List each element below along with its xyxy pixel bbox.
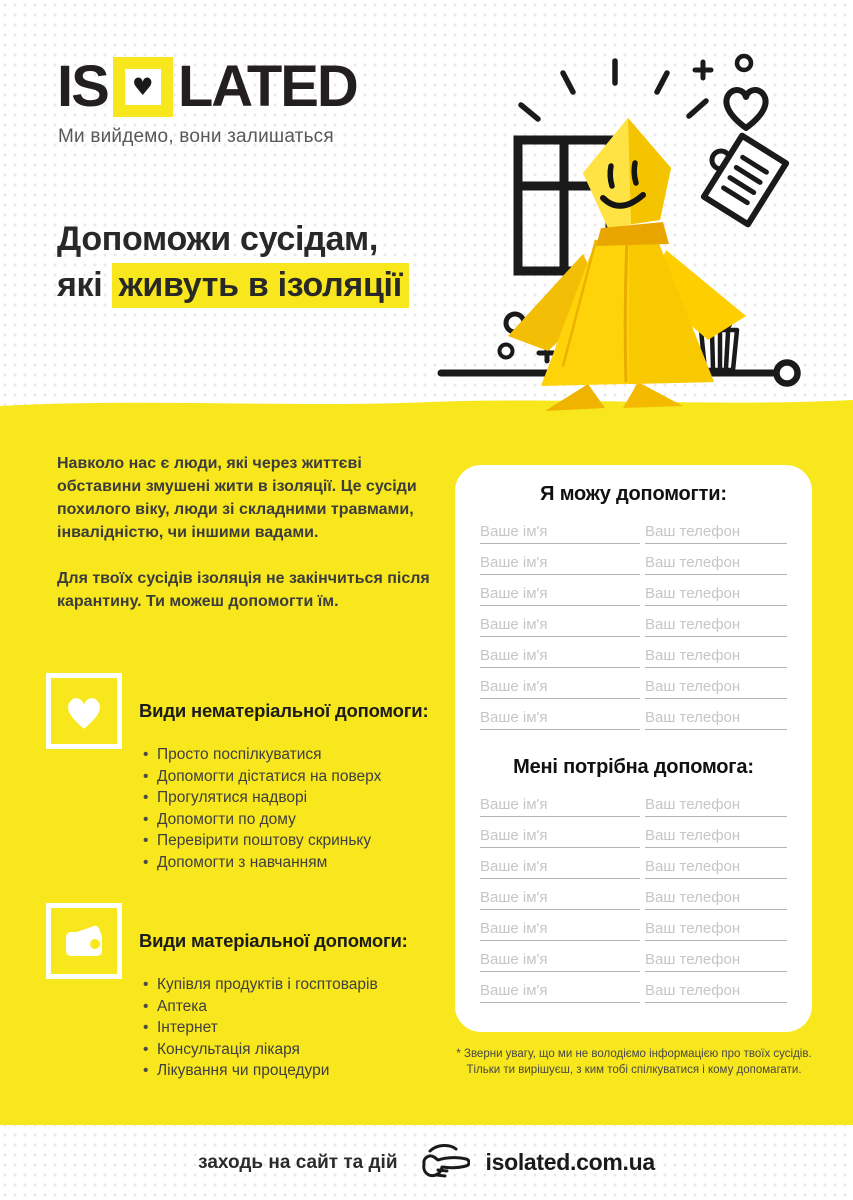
intro-paragraph-2: Для твоїх сусідів ізоляція не закінчиться після карантину. Ти можеш допомогти їм. <box>57 570 430 610</box>
list-item: • Консультація лікаря <box>143 1039 443 1061</box>
name-input[interactable] <box>480 919 640 941</box>
intro-text <box>57 452 449 613</box>
page-title <box>57 216 409 308</box>
footnote-line-2: Тільки ти вирішуєш, з ким тобі спілкуватися і кому допомагати. <box>466 1064 802 1076</box>
section-nonmaterial-help <box>46 673 428 749</box>
logo <box>57 56 357 118</box>
heart-doodle <box>726 90 765 128</box>
list-item: • Допомогти з навчанням <box>143 852 443 874</box>
phone-input[interactable] <box>645 615 787 637</box>
form-row <box>480 919 787 941</box>
pointing-hand-icon <box>414 1142 470 1184</box>
signup-form-card <box>455 465 812 1032</box>
circle-doodle <box>737 56 751 70</box>
form-row <box>480 708 787 730</box>
wallet-icon <box>46 903 122 979</box>
footer <box>0 1125 853 1200</box>
list-item: • Допомогти дістатися на поверх <box>143 766 443 788</box>
name-input[interactable] <box>480 888 640 910</box>
sunburst-dashes <box>521 61 706 119</box>
form-row <box>480 615 787 637</box>
name-input[interactable] <box>480 826 640 848</box>
name-input[interactable] <box>480 522 640 544</box>
phone-input[interactable] <box>645 950 787 972</box>
phone-input[interactable] <box>645 708 787 730</box>
name-input[interactable] <box>480 857 640 879</box>
logo-square-inner <box>125 69 161 105</box>
can-help-title: Я можу допомогти: <box>540 483 727 505</box>
name-input[interactable] <box>480 646 640 668</box>
plus-icon <box>695 62 711 78</box>
name-input[interactable] <box>480 553 640 575</box>
list-item: • Прогулятися надворі <box>143 787 443 809</box>
logo-text-end: LATED <box>177 54 357 119</box>
list-item: • Перевірити поштову скриньку <box>143 830 443 852</box>
need-help-title: Мені потрібна допомога: <box>513 756 754 778</box>
form-row <box>480 522 787 544</box>
phone-input[interactable] <box>645 584 787 606</box>
heart-icon <box>46 673 122 749</box>
logo-tagline: Ми вийдемо, вони залишаться <box>58 126 334 147</box>
nonmaterial-help-list <box>143 744 443 873</box>
form-row <box>480 584 787 606</box>
logo-text-start: IS <box>57 54 108 119</box>
phone-input[interactable] <box>645 522 787 544</box>
ground-line-ring <box>777 363 798 384</box>
section-title: Види нематеріальної допомоги: <box>139 700 429 721</box>
phone-input[interactable] <box>645 646 787 668</box>
phone-input[interactable] <box>645 981 787 1003</box>
footnote-line-1: * Зверни увагу, що ми не володіємо інформацією про твоїх сусідів. <box>456 1048 812 1060</box>
page-title-line1: Допоможи сусідам, <box>57 220 379 258</box>
logo-square <box>113 57 173 117</box>
form-row <box>480 888 787 910</box>
yellow-section <box>0 410 853 1125</box>
list-item: • Купівля продуктів і госптоварів <box>143 974 443 996</box>
name-input[interactable] <box>480 584 640 606</box>
intro-paragraph-1: Навколо нас є люди, які через життєві обставини змушені жити в ізоляції. Це сусіди похилого віку, люди зі складними травмами, інвалідністю, чи іншими вадами. <box>57 455 417 541</box>
form-footnote <box>448 1046 820 1078</box>
form-row <box>480 646 787 668</box>
list-item: • Аптека <box>143 996 443 1018</box>
phone-input[interactable] <box>645 857 787 879</box>
list-item: • Допомогти по дому <box>143 809 443 831</box>
name-input[interactable] <box>480 615 640 637</box>
material-help-list <box>143 974 443 1082</box>
name-input[interactable] <box>480 677 640 699</box>
circle-doodle <box>500 345 513 358</box>
phone-input[interactable] <box>645 919 787 941</box>
form-row <box>480 553 787 575</box>
header <box>0 0 853 410</box>
name-input[interactable] <box>480 981 640 1003</box>
list-item: • Інтернет <box>143 1017 443 1039</box>
footer-cta-text: заходь на сайт та дій <box>198 1151 398 1173</box>
list-item: • Лікування чи процедури <box>143 1060 443 1082</box>
heart-icon: ♥ <box>132 73 154 101</box>
form-row <box>480 677 787 699</box>
section-material-help <box>46 903 408 979</box>
origami-character-illustration <box>433 36 851 412</box>
page-title-highlight: живуть в ізоляції <box>112 263 409 308</box>
form-row <box>480 795 787 817</box>
can-help-rows <box>480 522 787 730</box>
name-input[interactable] <box>480 950 640 972</box>
form-row <box>480 857 787 879</box>
section-title: Види матеріальної допомоги: <box>139 930 408 951</box>
phone-input[interactable] <box>645 888 787 910</box>
phone-input[interactable] <box>645 553 787 575</box>
page-title-line2-prefix: які <box>57 266 112 304</box>
origami-body <box>508 236 746 411</box>
form-row <box>480 981 787 1003</box>
phone-input[interactable] <box>645 677 787 699</box>
paper-doodle <box>704 136 786 225</box>
form-row <box>480 950 787 972</box>
need-help-rows <box>480 795 787 1003</box>
form-row <box>480 826 787 848</box>
list-item: • Просто поспілкуватися <box>143 744 443 766</box>
footer-url-link[interactable]: isolated.com.ua <box>485 1149 655 1175</box>
name-input[interactable] <box>480 795 640 817</box>
name-input[interactable] <box>480 708 640 730</box>
phone-input[interactable] <box>645 795 787 817</box>
phone-input[interactable] <box>645 826 787 848</box>
